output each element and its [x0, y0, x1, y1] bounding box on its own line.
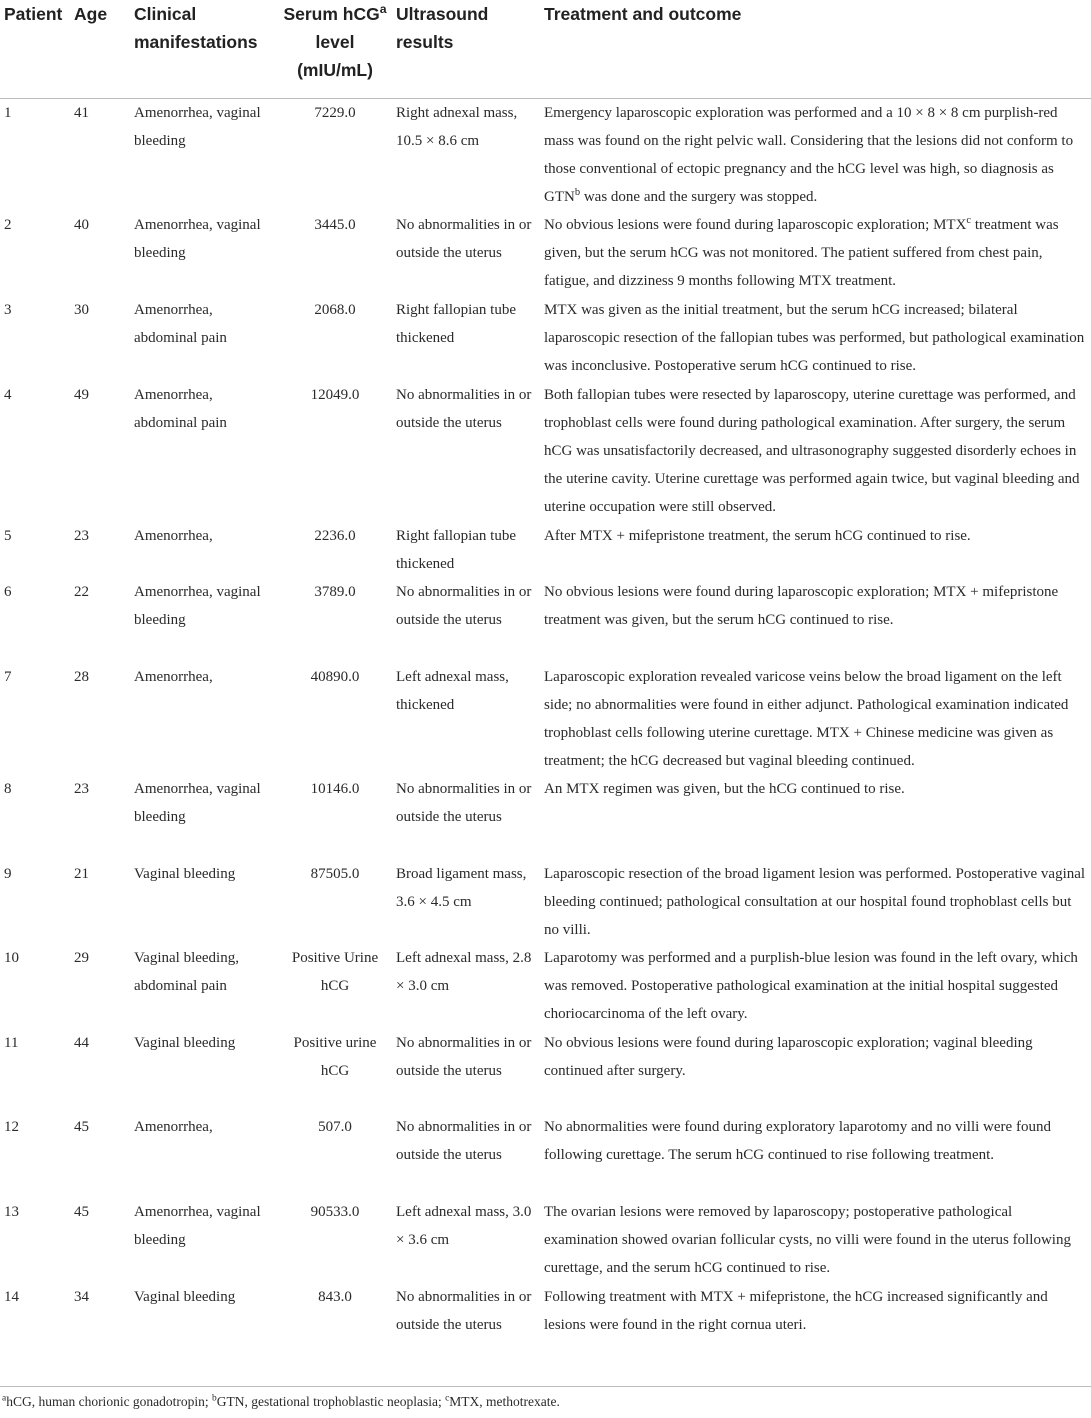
table-row: [0, 296, 1091, 381]
footnote-sup-a: a: [2, 1393, 7, 1404]
cell-ultrasound: Left adnexal mass, 2.8 × 3.0 cm: [396, 950, 532, 994]
table-row: [0, 1283, 1091, 1375]
cell-patient: 14: [4, 1289, 19, 1305]
treatment-text: No obvious lesions were found during laparoscopic exploration; MTX: [544, 217, 967, 233]
cell-age: 49: [74, 387, 89, 403]
cell-treatment: [540, 578, 1091, 663]
cell-ultrasound: No abnormalities in or outside the uterus: [396, 1035, 532, 1079]
treatment-text: Following treatment with MTX + mifepristone, the hCG increased significantly and lesions were found in the right cornua uteri.: [544, 1289, 1048, 1333]
cell-treatment: [540, 381, 1091, 522]
cell-hcg: 40890.0: [310, 669, 360, 685]
table-row: [0, 1198, 1091, 1283]
header-age: Age: [70, 0, 130, 99]
cell-hcg: 2068.0: [314, 302, 356, 318]
cell-clinical: Vaginal bleeding: [134, 866, 236, 882]
cell-clinical: Amenorrhea, abdominal pain: [134, 302, 227, 346]
cell-age: 41: [74, 105, 89, 121]
cell-clinical: Amenorrhea,: [134, 669, 213, 685]
cell-clinical: Vaginal bleeding, abdominal pain: [134, 950, 239, 994]
cell-clinical: Vaginal bleeding: [134, 1289, 236, 1305]
table-row: [0, 99, 1091, 212]
table-row: [0, 1113, 1091, 1198]
table-row: [0, 944, 1091, 1029]
cell-patient: 11: [4, 1035, 19, 1051]
cell-patient: 2: [4, 217, 12, 233]
cell-hcg: 90533.0: [310, 1204, 360, 1220]
cell-ultrasound: Right fallopian tube thickened: [396, 302, 516, 346]
cell-ultrasound: No abnormalities in or outside the uterus: [396, 387, 532, 431]
cell-treatment: [540, 296, 1091, 381]
treatment-text: MTX was given as the initial treatment, but the serum hCG increased; bilateral laparoscopic resection of the fallopian tubes was performed, but pathological examination was inconclusive. Postoperative serum hCG continued to rise.: [544, 302, 1085, 374]
cell-treatment: [540, 860, 1091, 944]
cell-patient: 8: [4, 781, 12, 797]
treatment-text: An MTX regimen was given, but the hCG continued to rise.: [544, 781, 905, 797]
treatment-text: Laparotomy was performed and a purplish-blue lesion was found in the left ovary, which was removed. Postoperative pathological examination at the initial hospital suggested choriocarcinoma of the left ovary.: [544, 950, 1078, 1022]
cell-treatment: [540, 1283, 1091, 1375]
cell-ultrasound: No abnormalities in or outside the uterus: [396, 584, 532, 628]
cell-ultrasound: Left adnexal mass, thickened: [396, 669, 509, 713]
cell-clinical: Vaginal bleeding: [134, 1035, 236, 1051]
cell-treatment: [540, 944, 1091, 1029]
cell-hcg: 3445.0: [314, 217, 356, 233]
cell-patient: 9: [4, 866, 12, 882]
treatment-text: Laparoscopic exploration revealed varicose veins below the broad ligament on the left side; no abnormalities were found in either adjunct. Pathological examination indicated trophoblast cells following uterine curettage. MTX + Chinese medicine was given as treatment; the hCG decreased but vaginal bleeding continued.: [544, 669, 1069, 769]
table-row: [0, 860, 1091, 944]
cell-treatment: [540, 99, 1091, 212]
footnote-sup-b: b: [212, 1393, 217, 1404]
cell-hcg: 843.0: [318, 1289, 352, 1305]
cell-hcg: 507.0: [318, 1119, 352, 1135]
cell-clinical: Amenorrhea, vaginal bleeding: [134, 781, 261, 825]
cell-patient: 3: [4, 302, 12, 318]
cell-age: 28: [74, 669, 89, 685]
table-row: [0, 578, 1091, 663]
cell-age: 45: [74, 1119, 89, 1135]
cell-age: 34: [74, 1289, 89, 1305]
table-footnote: [0, 1386, 1091, 1410]
header-serum-suffix: level (mIU/mL): [297, 32, 373, 80]
cell-age: 29: [74, 950, 89, 966]
cell-age: 21: [74, 866, 89, 882]
cell-patient: 12: [4, 1119, 19, 1135]
cell-age: 40: [74, 217, 89, 233]
cell-treatment: [540, 211, 1091, 296]
treatment-text: Laparoscopic resection of the broad ligament lesion was performed. Postoperative vaginal bleeding continued; pathological consultation at our hospital found trophoblast cells but no villi.: [544, 866, 1086, 938]
cell-treatment: [540, 1198, 1091, 1283]
cell-patient: 6: [4, 584, 12, 600]
cell-clinical: Amenorrhea, vaginal bleeding: [134, 105, 261, 149]
cell-hcg: 3789.0: [314, 584, 356, 600]
header-serum-sup: a: [379, 2, 387, 17]
cell-clinical: Amenorrhea, vaginal bleeding: [134, 584, 261, 628]
footnote-text-a: hCG, human chorionic gonadotropin;: [6, 1394, 213, 1409]
treatment-text-after: was done and the surgery was stopped.: [580, 189, 818, 205]
cell-patient: 10: [4, 950, 19, 966]
cell-ultrasound: Broad ligament mass, 3.6 × 4.5 cm: [396, 866, 527, 910]
footnote-text-c: MTX, methotrexate.: [449, 1394, 560, 1409]
header-serum-hcg: [278, 0, 392, 99]
treatment-text: No obvious lesions were found during laparoscopic exploration; vaginal bleeding continued after surgery.: [544, 1035, 1033, 1079]
header-ultrasound: Ultrasound results: [392, 0, 540, 99]
cell-hcg: Positive Urine hCG: [291, 950, 379, 994]
cell-treatment: [540, 1113, 1091, 1198]
cell-age: 23: [74, 781, 89, 797]
cell-age: 22: [74, 584, 89, 600]
table-row: [0, 381, 1091, 522]
treatment-text: Both fallopian tubes were resected by laparoscopy, uterine curettage was performed, and trophoblast cells were found during pathological examination. After surgery, the serum hCG was unsatisfactorily decreased, and ultrasonography suggested disorderly echoes in the uterine cavity. Uterine curettage was performed again twice, but vaginal bleeding and uterine occupation were still observed.: [544, 387, 1080, 515]
cell-clinical: Amenorrhea, abdominal pain: [134, 387, 227, 431]
cell-treatment: [540, 522, 1091, 578]
treatment-text: Emergency laparoscopic exploration was performed and a 10 × 8 × 8 cm purplish-red mass was found on the right pelvic wall. Considering that the lesions did not conform to those conventional of ectopic pregnancy and the hCG level was high, so diagnosis as GTN: [544, 105, 1074, 205]
treatment-text: After MTX + mifepristone treatment, the serum hCG continued to rise.: [544, 528, 971, 544]
cell-ultrasound: No abnormalities in or outside the uterus: [396, 217, 532, 261]
header-clinical: Clinical manifestations: [130, 0, 278, 99]
treatment-text-after: treatment was given, but the serum hCG was not monitored. The patient suffered from chest pain, fatigue, and dizziness 9 months following MTX treatment.: [544, 217, 1059, 289]
treatment-sup: c: [966, 215, 972, 226]
cell-ultrasound: Left adnexal mass, 3.0 × 3.6 cm: [396, 1204, 532, 1248]
cell-ultrasound: Right fallopian tube thickened: [396, 528, 516, 572]
cell-patient: 13: [4, 1204, 19, 1220]
footnote-sup-c: c: [445, 1393, 450, 1404]
treatment-sup: b: [574, 187, 581, 198]
cell-ultrasound: No abnormalities in or outside the uterus: [396, 1289, 532, 1333]
cell-treatment: [540, 775, 1091, 860]
table-row: [0, 211, 1091, 296]
cell-hcg: 10146.0: [310, 781, 360, 797]
table-row: [0, 663, 1091, 775]
footnote-text-b: GTN, gestational trophoblastic neoplasia;: [216, 1394, 446, 1409]
cell-ultrasound: No abnormalities in or outside the uterus: [396, 781, 532, 825]
cell-age: 44: [74, 1035, 89, 1051]
cell-clinical: Amenorrhea,: [134, 528, 213, 544]
header-patient: Patient: [0, 0, 70, 99]
cell-ultrasound: No abnormalities in or outside the uterus: [396, 1119, 532, 1163]
cell-hcg: 2236.0: [314, 528, 356, 544]
cell-hcg: Positive urine hCG: [293, 1035, 377, 1079]
header-row: [0, 0, 1091, 99]
cell-treatment: [540, 663, 1091, 775]
cell-ultrasound: Right adnexal mass, 10.5 × 8.6 cm: [396, 105, 518, 149]
cell-patient: 4: [4, 387, 12, 403]
cell-hcg: 7229.0: [314, 105, 356, 121]
table-row: [0, 775, 1091, 860]
cell-patient: 5: [4, 528, 12, 544]
header-serum-prefix: Serum hCG: [283, 4, 380, 24]
header-treatment: Treatment and outcome: [540, 0, 1091, 99]
treatment-text: The ovarian lesions were removed by laparoscopy; postoperative pathological examination showed ovarian follicular cysts, no villi were found in the uterus following curettage, and the serum hCG continued to rise.: [544, 1204, 1071, 1276]
cell-age: 23: [74, 528, 89, 544]
cell-hcg: 87505.0: [310, 866, 360, 882]
treatment-text: No abnormalities were found during exploratory laparotomy and no villi were found following curettage. The serum hCG continued to rise following treatment.: [544, 1119, 1051, 1163]
treatment-text: No obvious lesions were found during laparoscopic exploration; MTX + mifepristone treatment was given, but the serum hCG continued to rise.: [544, 584, 1059, 628]
table-body: [0, 99, 1091, 1376]
cell-patient: 1: [4, 105, 12, 121]
table-row: [0, 1029, 1091, 1113]
cell-age: 30: [74, 302, 89, 318]
cell-clinical: Amenorrhea, vaginal bleeding: [134, 1204, 261, 1248]
cell-hcg: 12049.0: [310, 387, 360, 403]
cell-clinical: Amenorrhea,: [134, 1119, 213, 1135]
cell-age: 45: [74, 1204, 89, 1220]
cell-patient: 7: [4, 669, 12, 685]
table-row: [0, 522, 1091, 578]
cell-clinical: Amenorrhea, vaginal bleeding: [134, 217, 261, 261]
cell-treatment: [540, 1029, 1091, 1113]
